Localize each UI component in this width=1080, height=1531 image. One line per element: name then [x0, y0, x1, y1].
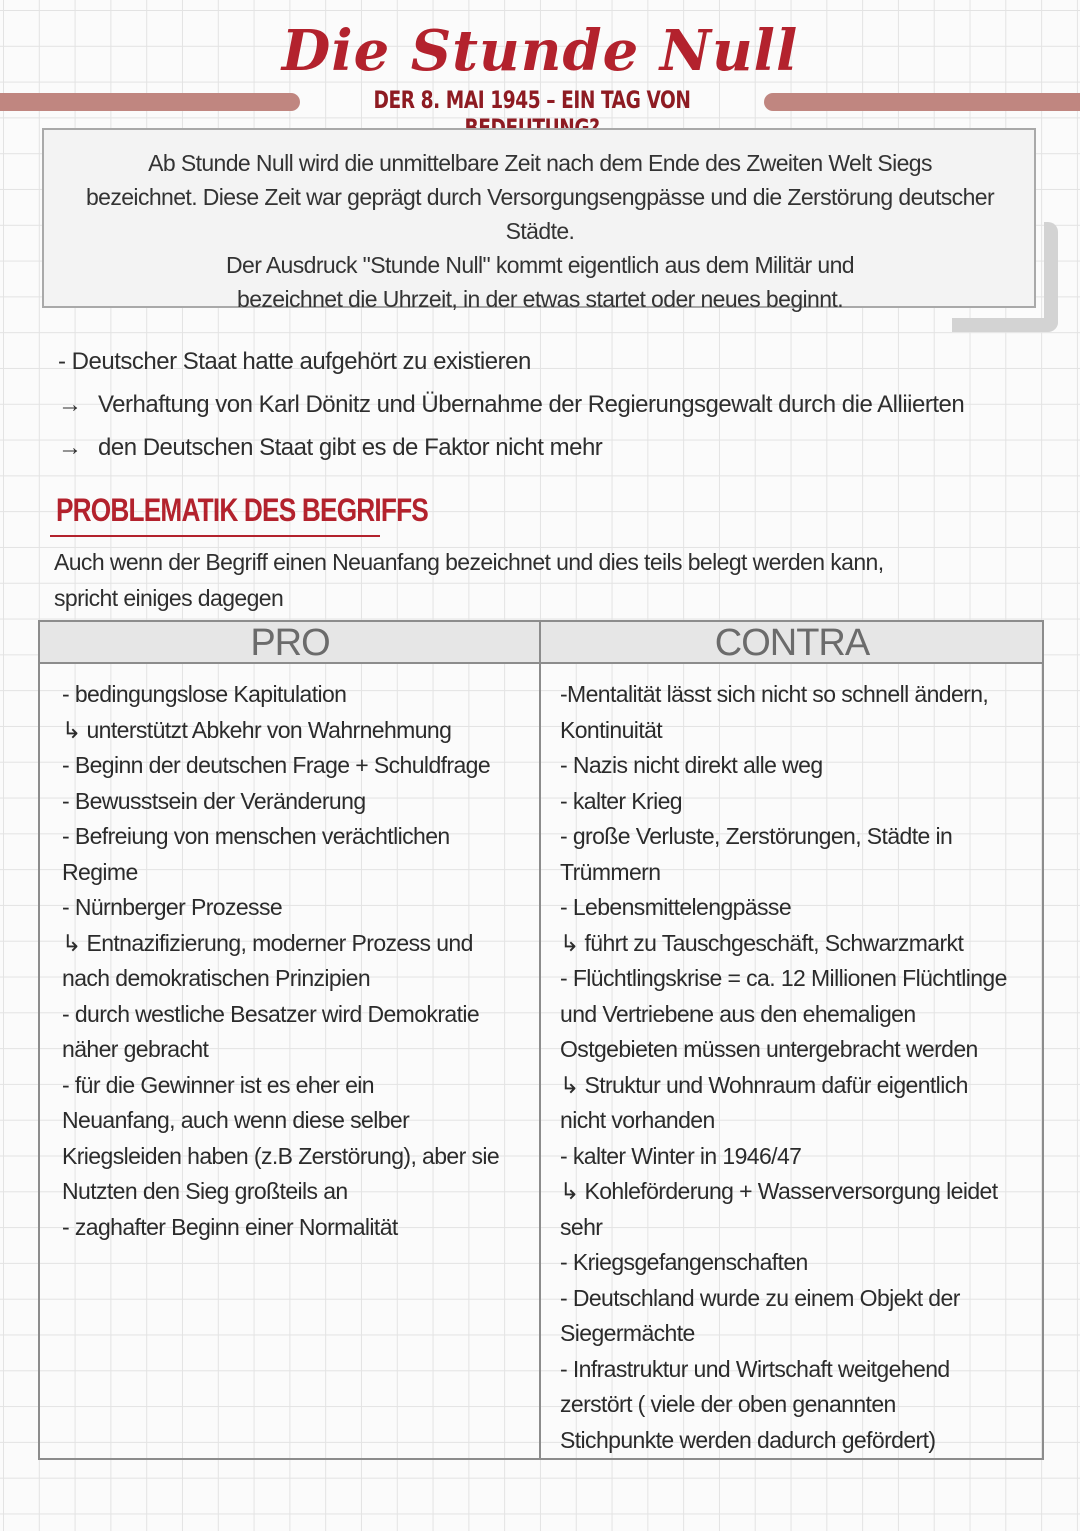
contra-list: [560, 677, 1007, 1458]
fact-item: [58, 426, 964, 469]
list-item: ↳ Entnazifizierung, moderner Prozess und: [62, 929, 473, 956]
list-item: - Beginn der deutschen Frage + Schuldfrage: [62, 752, 491, 778]
list-item: nicht vorhanden: [560, 1107, 715, 1133]
list-item: Kontinuität: [560, 716, 663, 743]
pro-column-header: PRO: [250, 622, 330, 664]
fact-text: Verhaftung von Karl Dönitz und Übernahme der Regierungsgewalt durch die Alliierten: [98, 391, 965, 418]
title-stripe-left: [0, 93, 300, 111]
fact-item: [58, 340, 964, 383]
page-subtitle: DER 8. MAI 1945 – EIN TAG VON: [373, 86, 691, 114]
list-item: Trümmern: [560, 858, 661, 885]
page-title: Die Stunde Null: [281, 18, 799, 84]
fact-marker: -: [58, 348, 72, 375]
list-item: - zaghafter Beginn einer Normalität: [62, 1213, 398, 1240]
list-item: näher gebracht: [62, 1036, 209, 1062]
problematik-intro: [54, 544, 954, 616]
title-stripe-right: [764, 93, 1080, 111]
contra-column-header: CONTRA: [714, 622, 870, 664]
list-item: - Flüchtlingskrise = ca. 12 Millionen Flüchtlinge: [560, 965, 1007, 991]
list-item: - Nazis nicht direkt alle weg: [560, 752, 823, 778]
pro-list: [62, 677, 499, 1245]
section-heading-problematik: PROBLEMATIK DES BEGRIFFS: [56, 492, 428, 528]
arrow-right-icon: →: [58, 391, 82, 418]
list-item: - Lebensmittelengpässe: [560, 894, 792, 920]
intro-line: Auch wenn der Begriff einen Neuanfang bezeichnet und dies teils belegt werden kann,: [54, 549, 884, 575]
list-item: ↳ Struktur und Wohnraum dafür eigentlich: [560, 1071, 968, 1098]
facts-list: [58, 340, 964, 469]
list-item: ↳ unterstützt Abkehr von Wahrnehmung: [62, 716, 452, 743]
list-item: - Befreiung von menschen verächtlichen: [62, 823, 450, 849]
list-item: - Kriegsgefangenschaften: [560, 1249, 808, 1275]
fact-text: Deutscher Staat hatte aufgehört zu existieren: [71, 348, 531, 375]
definition-line: Der Ausdruck "Stunde Null" kommt eigentlich aus dem Militär und: [226, 252, 854, 278]
definition-line: Ab Stunde Null wird die unmittelbare Zeit nach dem Ende des Zweiten Welt Siegs: [148, 150, 932, 176]
list-item: - kalter Winter in 1946/47: [560, 1142, 802, 1169]
list-item: Kriegsleiden haben (z.B Zerstörung), aber sie: [62, 1142, 500, 1169]
list-item: Neuanfang, auch wenn diese selber: [62, 1107, 410, 1133]
definition-line: bezeichnet die Uhrzeit, in der etwas startet oder neues beginnt.: [237, 286, 843, 312]
list-item: - bedingungslose Kapitulation: [62, 681, 347, 707]
list-item: Siegermächte: [560, 1320, 695, 1346]
list-item: - Infrastruktur und Wirtschaft weitgehend: [560, 1355, 950, 1382]
list-item: - Bewusstsein der Veränderung: [62, 787, 366, 814]
definition-line: bezeichnet. Diese Zeit war geprägt durch Versorgungsengpässe und die Zerstörung deutscher Städte.: [85, 184, 995, 244]
list-item: - Nürnberger Prozesse: [62, 894, 283, 920]
list-item: - Deutschland wurde zu einem Objekt der: [560, 1284, 960, 1311]
list-item: Stichpunkte werden dadurch gefördert): [560, 1426, 936, 1453]
list-item: - für die Gewinner ist es eher ein: [62, 1071, 374, 1098]
list-item: ↳ Kohleförderung + Wasserversorgung leidet: [560, 1178, 998, 1204]
list-item: Regime: [62, 858, 138, 885]
list-item: und Vertriebene aus den ehemaligen: [560, 1000, 916, 1027]
table-column-divider: [539, 620, 541, 1460]
list-item: - große Verluste, Zerstörungen, Städte in: [560, 823, 953, 849]
list-item: nach demokratischen Prinzipien: [62, 965, 371, 991]
definition-text: [50, 146, 1030, 316]
intro-line: spricht einiges dagegen: [54, 585, 284, 611]
fact-item: [58, 383, 964, 426]
list-item: Nutzten den Sieg großteils an: [62, 1178, 348, 1204]
arrow-right-icon: →: [58, 434, 82, 461]
list-item: Ostgebieten müssen untergebracht werden: [560, 1036, 978, 1062]
fact-text: den Deutschen Staat gibt es de Faktor nicht mehr: [98, 434, 603, 461]
section-heading-underline: [50, 535, 380, 537]
list-item: sehr: [560, 1213, 603, 1240]
list-item: -Mentalität lässt sich nicht so schnell ändern,: [560, 681, 989, 707]
list-item: - durch westliche Besatzer wird Demokratie: [62, 1000, 480, 1027]
list-item: zerstört ( viele der oben genannten: [560, 1391, 896, 1417]
list-item: ↳ führt zu Tauschgeschäft, Schwarzmarkt: [560, 929, 964, 956]
list-item: - kalter Krieg: [560, 787, 682, 814]
